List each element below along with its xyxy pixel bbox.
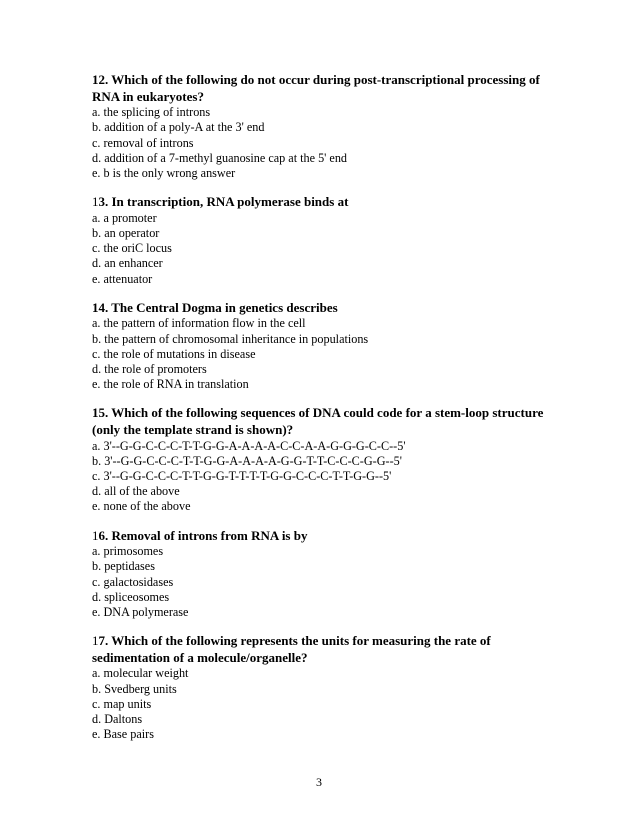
answer-options: [92, 439, 562, 515]
answer-option: c. 3'--G-G-C-C-C-T-T-G-G-T-T-T-T-G-G-C-C-C-T-T-G-G--5': [92, 469, 392, 484]
answer-option: e. DNA polymerase: [92, 605, 189, 620]
answer-option: d. Daltons: [92, 712, 143, 727]
question-number: 15.: [92, 405, 109, 421]
question-number: 12.: [92, 72, 109, 87]
answer-option: a. primosomes: [92, 544, 164, 559]
question-number-prefix: 1: [92, 194, 99, 210]
answer-options: [92, 316, 562, 392]
question-title: [92, 194, 562, 211]
question-text: Removal of introns from RNA is by: [108, 527, 308, 543]
question-text: Which of the following do not occur during post-transcriptional processing of RNA in eukaryotes?: [92, 72, 540, 104]
question-text: In transcription, RNA polymerase binds at: [108, 194, 349, 210]
answer-options: [92, 105, 562, 181]
answer-option: a. molecular weight: [92, 666, 189, 681]
answer-option: e. attenuator: [92, 271, 153, 286]
answer-option: a. the pattern of information flow in the cell: [92, 316, 306, 331]
answer-option: d. addition of a 7-methyl guanosine cap at the 5' end: [92, 150, 348, 165]
answer-option: a. 3'--G-G-C-C-C-T-T-G-G-A-A-A-A-C-C-A-A-G-G-G-C-C--5': [92, 438, 406, 453]
answer-option: e. none of the above: [92, 499, 191, 514]
question-number-prefix: 1: [92, 633, 99, 649]
answer-option: d. the role of promoters: [92, 362, 207, 377]
question-number-prefix: 1: [92, 527, 99, 543]
question-13: [92, 194, 562, 287]
question-title: [92, 300, 562, 317]
question-number: 7.: [98, 633, 109, 649]
question-title: [92, 72, 562, 105]
answer-option: a. the splicing of introns: [92, 105, 211, 120]
page-number: 3: [316, 775, 322, 789]
question-text: Which of the following represents the units for measuring the rate of sedimentation of a molecule/organelle?: [92, 633, 491, 665]
question-14: [92, 300, 562, 393]
answer-options: [92, 211, 562, 287]
question-16: [92, 528, 562, 621]
answer-options: [92, 544, 562, 620]
answer-option: e. the role of RNA in translation: [92, 377, 249, 392]
question-title: [92, 528, 562, 545]
question-15: [92, 405, 562, 514]
answer-option: c. map units: [92, 696, 152, 711]
answer-option: c. removal of introns: [92, 135, 194, 150]
question-number: 14.: [92, 299, 109, 315]
answer-option: d. spliceosomes: [92, 589, 170, 604]
answer-option: c. the oriC locus: [92, 241, 172, 256]
answer-option: b. peptidases: [92, 559, 155, 574]
answer-option: b. addition of a poly-A at the 3' end: [92, 120, 265, 135]
question-17: [92, 633, 562, 742]
answer-option: e. b is the only wrong answer: [92, 166, 236, 180]
question-number: 3.: [98, 194, 109, 210]
answer-option: d. all of the above: [92, 484, 180, 499]
answer-option: b. Svedberg units: [92, 681, 177, 696]
answer-option: c. galactosidases: [92, 574, 174, 589]
answer-option: d. an enhancer: [92, 256, 163, 271]
answer-option: b. the pattern of chromosomal inheritance in populations: [92, 331, 369, 346]
answer-option: b. an operator: [92, 226, 160, 240]
question-title: [92, 633, 562, 666]
answer-option: a. a promoter: [92, 210, 157, 225]
answer-option: e. Base pairs: [92, 727, 154, 742]
answer-option: c. the role of mutations in disease: [92, 346, 256, 361]
answer-option: b. 3'--G-G-C-C-C-T-T-G-G-A-A-A-A-G-G-T-T-C-C-C-G-G--5': [92, 453, 402, 468]
question-number: 6.: [98, 527, 109, 543]
question-text: Which of the following sequences of DNA could code for a stem-loop structure (only the template strand is shown)?: [92, 405, 544, 438]
question-list: [92, 72, 562, 755]
question-title: [92, 405, 562, 438]
question-text: The Central Dogma in genetics describes: [108, 299, 338, 315]
answer-options: [92, 666, 562, 742]
question-12: [92, 72, 562, 181]
